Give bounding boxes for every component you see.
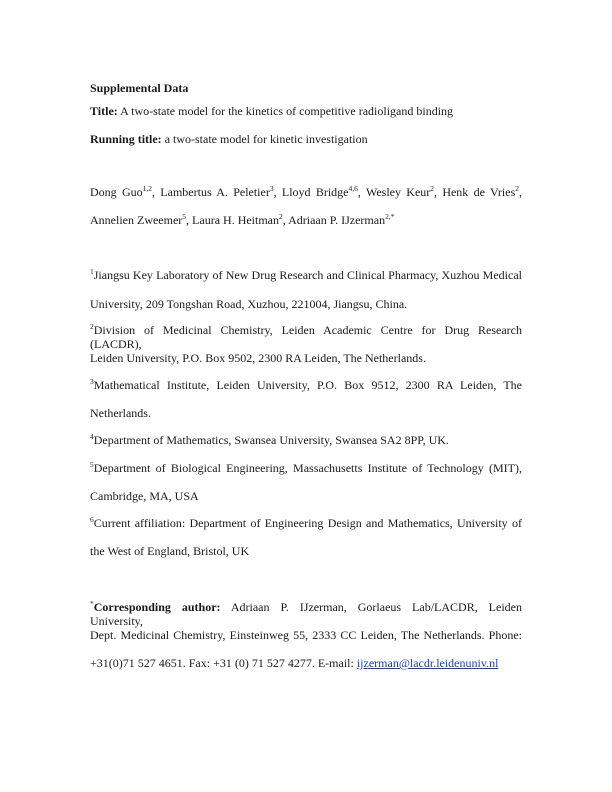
title-text: A two-state model for the kinetics of competitive radioligand binding — [117, 104, 454, 118]
affiliation-2-cont: Leiden University, P.O. Box 9502, 2300 RA Leiden, The Netherlands. — [90, 351, 426, 365]
affiliation-3: $^3$Mathematical Institute, Leiden University, P.O. Box 9512, 2300 RA Leiden, The — [90, 377, 522, 392]
affiliation-1: $^1$Jiangsu Key Laboratory of New Drug Research and Clinical Pharmacy, Xuzhou Medical — [90, 267, 522, 282]
running-title-line — [90, 132, 368, 146]
author: Henk de Vries$^2$, — [442, 184, 523, 199]
author: Wesley Keur$^2$, — [365, 184, 443, 199]
authors-line-1 — [90, 185, 522, 199]
corresponding-label: Corresponding author: — [93, 600, 221, 614]
affiliation-2: $^2$Division of Medicinal Chemistry, Leiden Academic Centre for Drug Research (LACDR), — [90, 322, 522, 351]
author: Dong Guo$^{1,2}$, — [90, 184, 161, 199]
affiliation-5: $^5$Department of Biological Engineering, Massachusetts Institute of Technology (MIT), — [90, 460, 522, 475]
affiliation-6-cont: the West of England, Bristol, UK — [90, 544, 250, 558]
author: Laura H. Heitman$^2$, — [192, 212, 289, 227]
title-line — [90, 104, 453, 118]
affiliation-4: $^4$Department of Mathematics, Swansea University, Swansea SA2 8PP, UK. — [90, 432, 449, 447]
corresponding-author-line-1: *Corresponding author: Adriaan P. IJzerman, Gorlaeus Lab/LACDR, Leiden University, — [90, 599, 522, 628]
authors-line-2 — [90, 213, 394, 227]
email-link[interactable]: ijzerman@lacdr.leidenuniv.nl — [356, 656, 499, 670]
supplemental-heading: Supplemental Data — [90, 81, 189, 95]
author: Adriaan P. IJzerman$^{2,*}$ — [288, 212, 395, 227]
affiliation-1-cont: University, 209 Tongshan Road, Xuzhou, 221004, Jiangsu, China. — [90, 297, 408, 311]
author: Lloyd Bridge$^{4,6}$, — [281, 184, 366, 199]
running-title-text: a two-state model for kinetic investigation — [161, 132, 368, 146]
affiliation-3-cont: Netherlands. — [90, 406, 151, 420]
corresponding-mark: * — [90, 599, 94, 608]
corresponding-author-line-2: Dept. Medicinal Chemistry, Einsteinweg 55, 2333 CC Leiden, The Netherlands. Phone: — [90, 628, 522, 642]
affiliation-5-cont: Cambridge, MA, USA — [90, 489, 199, 503]
author: Lambertus A. Peletier$^3$, — [160, 184, 282, 199]
running-title-label: Running title: — [90, 132, 162, 146]
author: Annelien Zweemer$^5$, — [90, 212, 193, 227]
corresponding-author-line-3: +31(0)71 527 4651. Fax: +31 (0) 71 527 4277. E-mail: ijzerman@lacdr.leidenuniv.nl — [90, 656, 499, 670]
affiliation-6: $^6$Current affiliation: Department of Engineering Design and Mathematics, University of — [90, 515, 522, 530]
title-label: Title: — [90, 104, 118, 118]
